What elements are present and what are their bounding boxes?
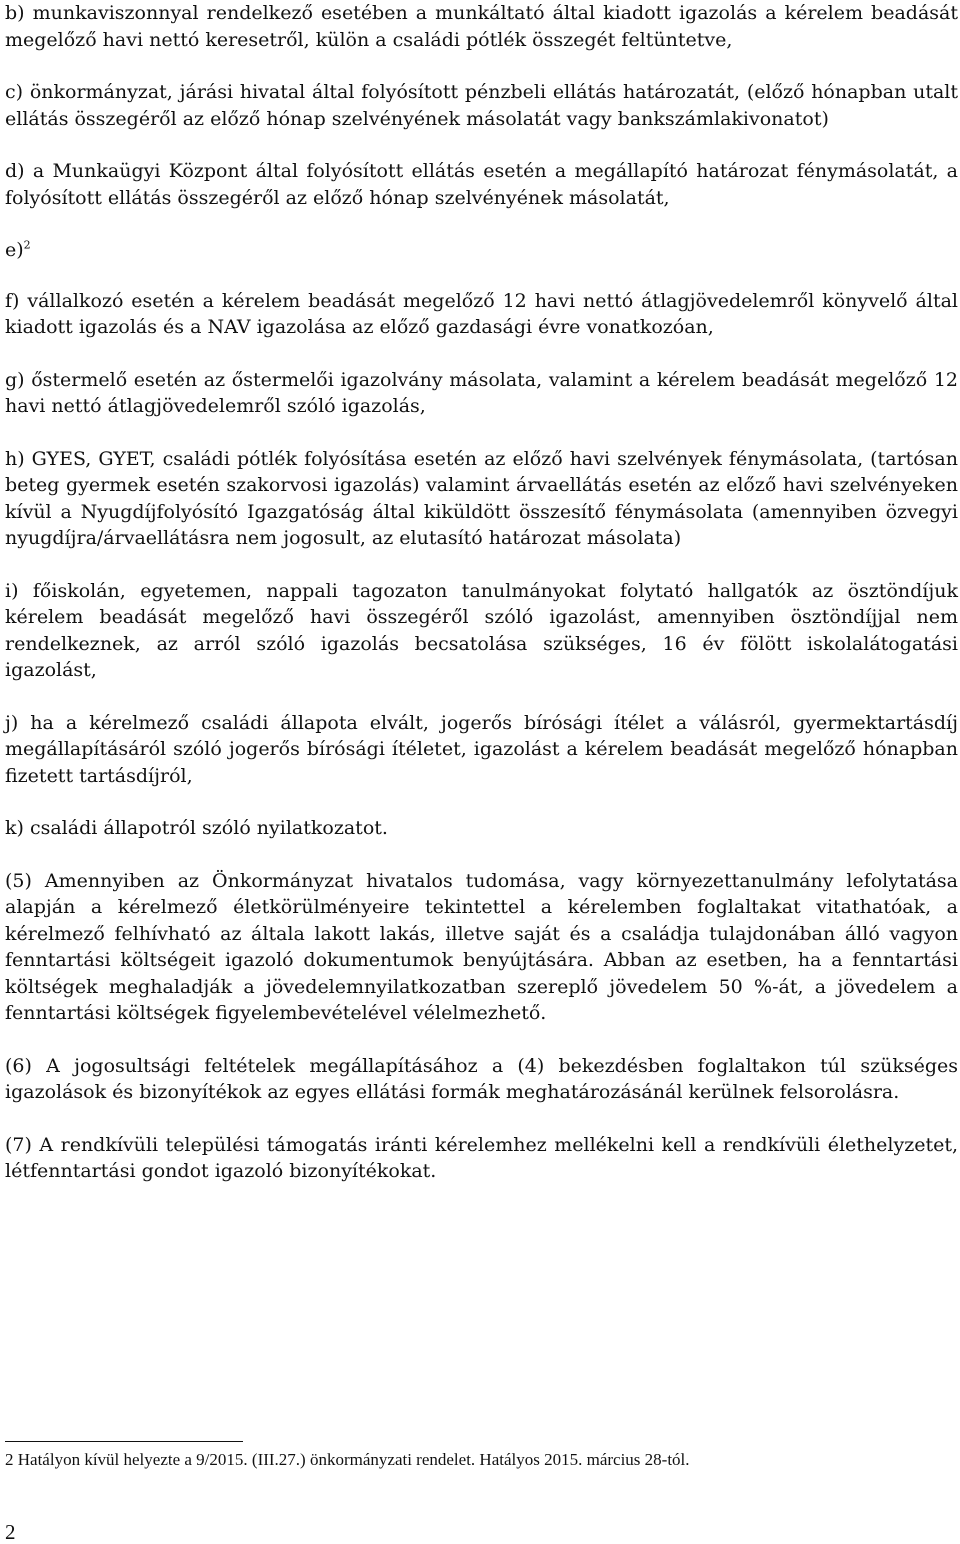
paragraph-e <box>5 237 958 264</box>
page-number: 2 <box>5 1520 16 1544</box>
footnote-reference: 2 <box>23 238 31 252</box>
paragraph-b: b) munkaviszonnyal rendelkező esetében a munkáltató által kiadott igazolás a kérelem beadását megelőző havi nettó keresetről, külön a családi pótlék összegét feltüntetve, <box>5 2 958 51</box>
section-7: (7) A rendkívüli települési támogatás iránti kérelemhez mellékelni kell a rendkívüli élethelyzetet, létfenntartási gondot igazoló bizonyítékokat. <box>5 1133 958 1182</box>
paragraph-h: h) GYES, GYET, családi pótlék folyósítása esetén az előző havi szelvények fénymásolata, (tartósan beteg gyermek esetén szakorvosi igazolás) valamint árvaellátás esetén az előző havi szelvényeken kívül a Nyugdíjfolyósító Igazgatóság által kiküldött összesítő fénymásolata (amennyiben özvegyi nyugdíjra/árvaellátásra nem jogosult, az elutasító határozat másolata) <box>5 447 958 549</box>
paragraph-j: j) ha a kérelmező családi állapota elvált, jogerős bírósági ítélet a válásról, gyermektartásdíj megállapításáról szóló jogerős bírósági ítéletet, igazolást a kérelem beadását megelőző hónapban fizetett tartásdíjról, <box>5 711 958 787</box>
document-body <box>5 0 958 1185</box>
footnote-divider <box>5 1441 243 1442</box>
paragraph-d: d) a Munkaügyi Központ által folyósított ellátás esetén a megállapító határozat fénymásolatát, a folyósított ellátás összegéről az előző hónap szelvényének másolatát, <box>5 160 958 209</box>
paragraph-i: i) főiskolán, egyetemen, nappali tagozaton tanulmányokat folytató hallgatók az ösztöndíjuk kérelem beadását megelőző havi összegéről szóló igazolást, amennyiben ösztöndíjjal nem rendelkeznek, az arról szóló igazolás becsatolása szükséges, 16 év fölött iskolalátogatási igazolást, <box>5 579 958 681</box>
section-5: (5) Amennyiben az Önkormányzat hivatalos tudomása, vagy környezettanulmány lefolytatása alapján a kérelmező életkörülményeire tekintettel a kérelemben foglaltakat vitathatóak, a kérelmező felhívható az általa lakott lakás, illetve saját és a családja tulajdonában álló vagyon fenntartási költségeit igazoló dokumentumok benyújtására. Abban az esetben, ha a fenntartási költségek meghaladják a jövedelemnyilatkozatban szereplő jövedelem 50 %-át, a jövedelem a fenntartási költségek figyelembevételével vélelmezhető. <box>5 869 958 1024</box>
footnote: 2 Hatályon kívül helyezte a 9/2015. (III.27.) önkormányzati rendelet. Hatályos 2015. március 28-tól. <box>5 1450 690 1469</box>
paragraph-c: c) önkormányzat, járási hivatal által folyósított pénzbeli ellátás határozatát, (előző hónapban utalt ellátás összegéről az előző hónap szelvényének másolatát vagy bankszámlakivonatot) <box>5 81 958 130</box>
section-6: (6) A jogosultsági feltételek megállapításához a (4) bekezdésben foglaltakon túl szükséges igazolások és bizonyítékok az egyes ellátási formák meghatározásánál kerülnek felsorolásra. <box>5 1054 958 1103</box>
paragraph-g: g) őstermelő esetén az őstermelői igazolvány másolata, valamint a kérelem beadását megelőző 12 havi nettó átlagjövedelemről szóló igazolás, <box>5 368 958 417</box>
paragraph-e-label: e) <box>5 239 24 261</box>
paragraph-k: k) családi állapotról szóló nyilatkozatot. <box>5 817 388 839</box>
paragraph-f: f) vállalkozó esetén a kérelem beadását megelőző 12 havi nettó átlagjövedelemről könyvelő által kiadott igazolás és a NAV igazolása az előző gazdasági évre vonatkozóan, <box>5 289 958 338</box>
